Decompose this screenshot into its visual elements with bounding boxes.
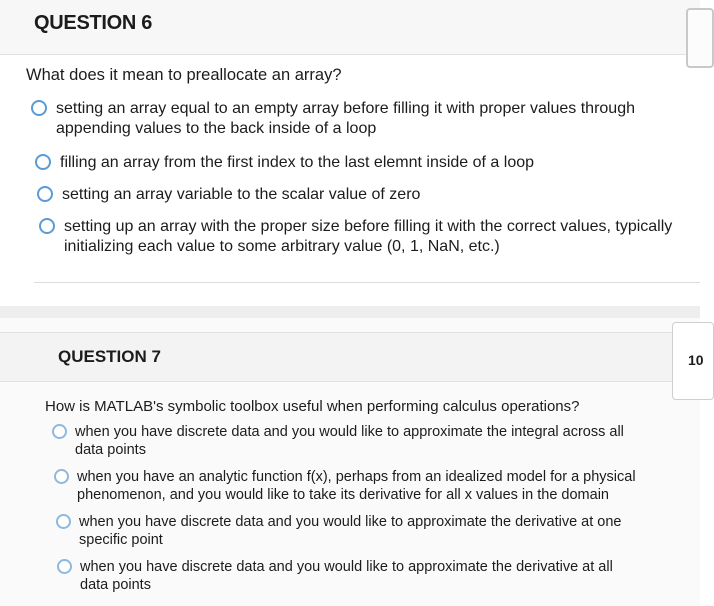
question-6-prompt: What does it mean to preallocate an array?: [26, 66, 342, 84]
q6-option-c[interactable]: [37, 185, 677, 205]
q7-option-d-label: when you have discrete data and you would like to approximate the derivative at all data points: [80, 559, 613, 593]
q6-option-d[interactable]: [39, 217, 694, 257]
q7-option-b-radio[interactable]: [54, 469, 69, 484]
question-6-header: [0, 0, 700, 55]
q6-option-c-radio[interactable]: [37, 186, 53, 202]
q6-option-b-label: filling an array from the first index to the last elemnt inside of a loop: [60, 154, 535, 171]
q7-option-d-radio[interactable]: [57, 559, 72, 574]
question-7-title: QUESTION 7: [58, 347, 161, 366]
q6-option-b[interactable]: [35, 153, 675, 173]
q7-option-b[interactable]: [54, 468, 684, 504]
question-6-divider: [34, 282, 700, 283]
q6-option-c-label: setting an array variable to the scalar value of zero: [62, 186, 421, 203]
question-6-title: QUESTION 6: [34, 12, 153, 34]
q7-option-d[interactable]: [57, 558, 677, 594]
q6-option-d-radio[interactable]: [39, 218, 55, 234]
q7-option-a-label: when you have discrete data and you would like to approximate the integral across all data points: [75, 424, 624, 458]
question-7-block: [0, 318, 704, 606]
q7-option-c-radio[interactable]: [56, 514, 71, 529]
q6-option-a-radio[interactable]: [31, 100, 47, 116]
q7-option-a-radio[interactable]: [52, 424, 67, 439]
q6-option-d-label: setting up an array with the proper size before filling it with the correct values, typically initializing each value to some arbitrary value (0, 1, NaN, etc.): [64, 218, 673, 255]
question-separator: [0, 306, 700, 318]
q7-option-c-label: when you have discrete data and you would like to approximate the derivative at one specific point: [79, 514, 622, 548]
q7-option-a[interactable]: [52, 423, 682, 459]
q7-option-c[interactable]: [56, 513, 676, 549]
question-7-header: [0, 332, 672, 382]
q7-option-b-label: when you have an analytic function f(x), perhaps from an idealized model for a physical phenomenon, and you would like to take its derivative for all x values in the domain: [77, 469, 636, 503]
q6-option-a-label: setting an array equal to an empty array before filling it with proper values through appending values to the back inside of a loop: [56, 100, 635, 137]
q6-option-b-radio[interactable]: [35, 154, 51, 170]
q6-option-a[interactable]: [31, 99, 681, 139]
question-6-points-box: [686, 8, 714, 68]
question-7-points: 10: [688, 352, 704, 368]
question-7-prompt: How is MATLAB's symbolic toolbox useful when performing calculus operations?: [45, 398, 580, 415]
